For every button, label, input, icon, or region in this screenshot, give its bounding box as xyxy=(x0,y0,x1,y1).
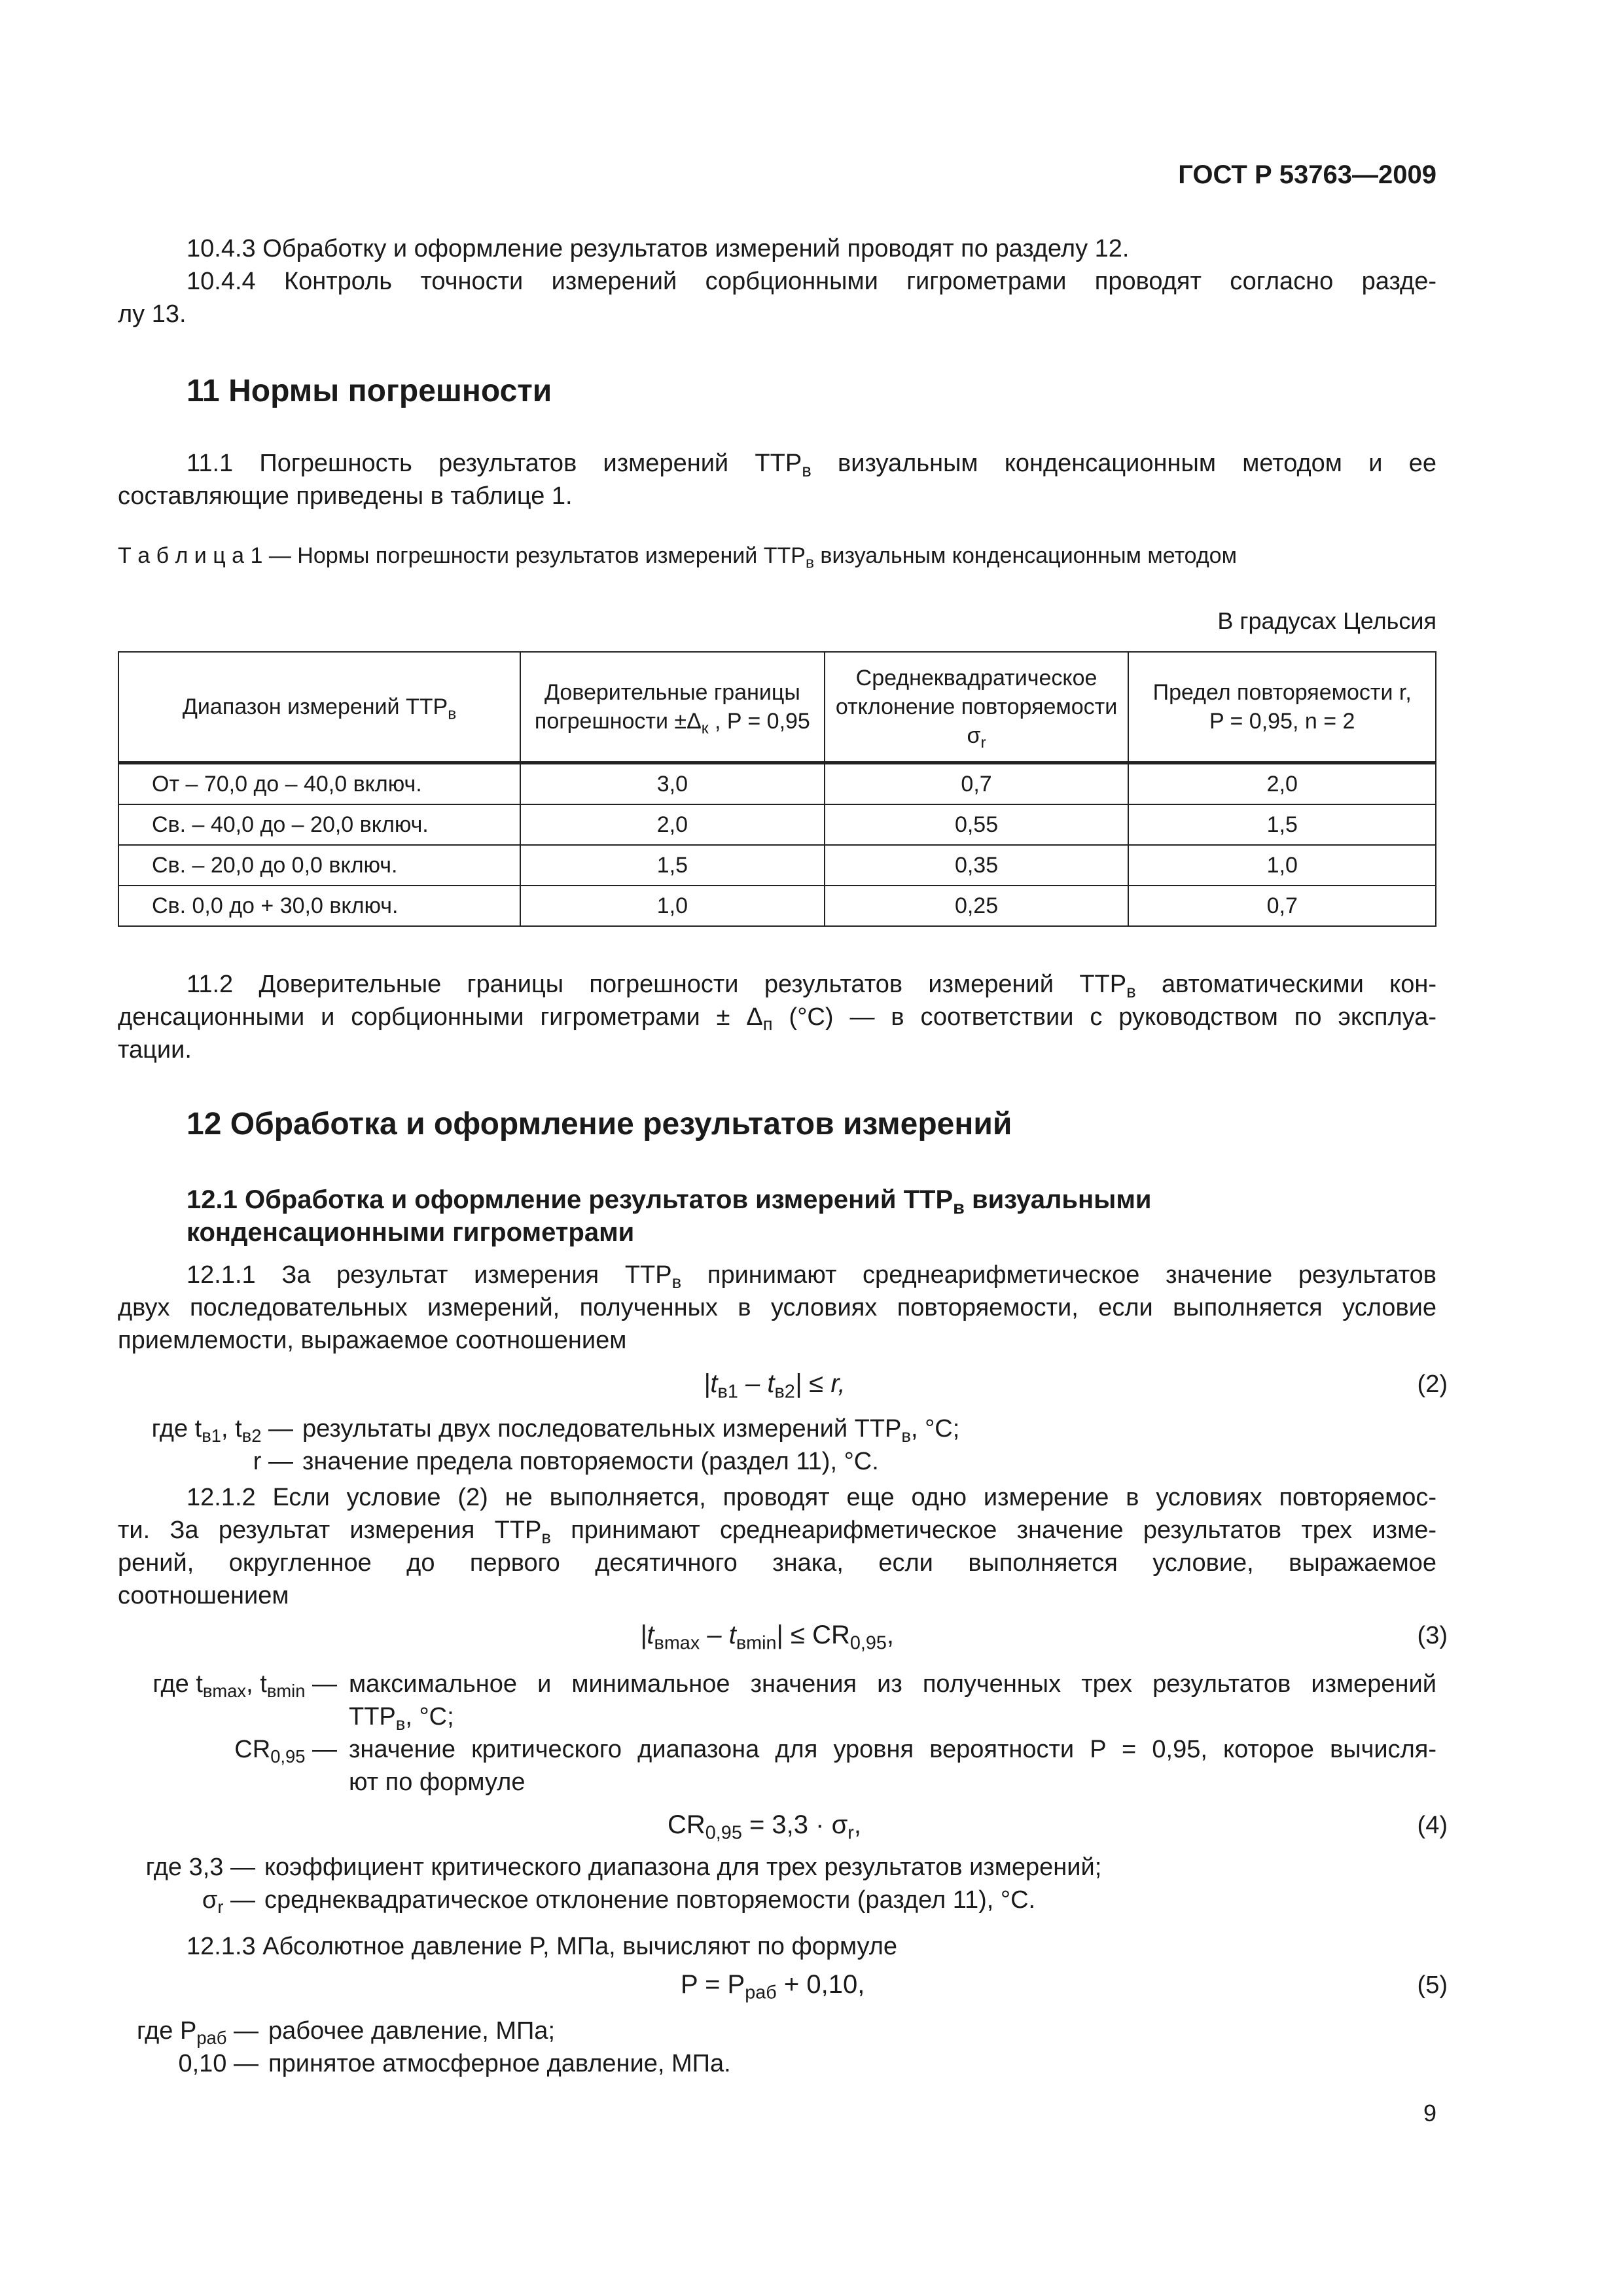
paragraph-12-1-1-line2: двух последовательных измерений, полученных в условиях повторяемости, если выполняется условие xyxy=(118,1294,1436,1321)
definition-label: $\sigma_r$ — xyxy=(202,1886,255,1918)
definition-label: $CR_{0,95}$ — xyxy=(234,1736,337,1767)
table-cell: 1,5 xyxy=(1128,804,1436,845)
definition-label: 0,10 — xyxy=(178,2050,259,2077)
table-row xyxy=(118,763,1436,805)
table-cell: Св. – 40,0 до – 20,0 включ. xyxy=(118,804,520,845)
table-cell: 0,55 xyxy=(825,804,1129,845)
paragraph-11-2-line1: 11.2 Доверительные границы погрешности результатов измерений $ТТР_в$ автоматическими кон- xyxy=(187,971,1436,1002)
paragraph-10-4-3: 10.4.3 Обработку и оформление результатов измерений проводят по разделу 12. xyxy=(187,235,1130,262)
page-number: 9 xyxy=(1423,2100,1436,2126)
equation-2: $|t_{в1} - t_{в2}| \le r$, xyxy=(704,1369,846,1403)
equation-4: $CR_{0,95} = 3,3 \cdot \sigma_r$, xyxy=(668,1810,861,1844)
equation-5-number: (5) xyxy=(1417,1971,1448,1999)
table-cell: 1,0 xyxy=(520,886,825,926)
table-cell: 0,7 xyxy=(1128,886,1436,926)
table-1 xyxy=(118,651,1436,927)
table-cell: Св. – 20,0 до 0,0 включ. xyxy=(118,845,520,886)
definition-label: r — xyxy=(253,1448,293,1475)
table-row xyxy=(118,804,1436,845)
table-cell: 0,35 xyxy=(825,845,1129,886)
table-header-repeatability-limit: Предел повторяемости r, P = 0,95, n = 2 xyxy=(1128,652,1436,763)
definition-label: где $t_{в1}$, $t_{в2}$ — xyxy=(151,1415,293,1446)
definition-label: где 3,3 — xyxy=(145,1854,255,1881)
paragraph-12-1-2-line4: соотношением xyxy=(118,1582,289,1609)
definition-label: где $P_{раб}$ — xyxy=(136,2017,259,2049)
equation-4-number: (4) xyxy=(1417,1812,1448,1839)
table-cell: 0,7 xyxy=(825,763,1129,805)
document-header: ГОСТ Р 53763—2009 xyxy=(1178,160,1436,189)
paragraph-12-1-3: 12.1.3 Абсолютное давление P, МПа, вычисляют по формуле xyxy=(187,1933,898,1960)
paragraph-11-1-line1: 11.1 Погрешность результатов измерений $ТТР_в$ визуальным конденсационным методом и ее xyxy=(187,450,1436,481)
table-cell: 2,0 xyxy=(1128,763,1436,805)
table-cell: 3,0 xyxy=(520,763,825,805)
table-cell: 1,0 xyxy=(1128,845,1436,886)
definition-text: результаты двух последовательных измерений $ТТР_в$, °С; xyxy=(302,1415,960,1446)
definition-text: значение предела повторяемости (раздел 11), °С. xyxy=(302,1448,879,1475)
definition-text: принятое атмосферное давление, МПа. xyxy=(268,2050,731,2077)
table-caption: Т а б л и ц а 1 — Нормы погрешности результатов измерений $ТТР_в$ визуальным конденсационным методом xyxy=(118,543,1237,572)
definition-label: где $t_{вmax}$, $t_{вmin}$ — xyxy=(152,1670,337,1702)
definition-text-continued: $ТТР_в$, °С; xyxy=(349,1703,454,1734)
definition-text: среднеквадратическое отклонение повторяемости (раздел 11), °С. xyxy=(264,1886,1036,1914)
paragraph-12-1-2-line3: рений, округленное до первого десятичного знака, если выполняется условие, выражаемое xyxy=(118,1549,1436,1577)
section-12-1-title-line1: 12.1 Обработка и оформление результатов измерений $ТТР_в$ визуальными xyxy=(187,1185,1152,1219)
definition-text: коэффициент критического диапазона для трех результатов измерений; xyxy=(264,1854,1102,1881)
equation-3-number: (3) xyxy=(1417,1622,1448,1649)
table-units: В градусах Цельсия xyxy=(1217,607,1436,634)
table-row xyxy=(118,886,1436,926)
paragraph-10-4-4-line1: 10.4.4 Контроль точности измерений сорбционными гигрометрами проводят согласно разде- xyxy=(187,268,1436,295)
equation-3: $|t_{вmax} - t_{вmin}| \le CR_{0,95}$, xyxy=(640,1621,895,1654)
table-header-confidence: Доверительные границы погрешности $\pm\Delta_к$ , P = 0,95 xyxy=(520,652,825,763)
paragraph-10-4-4-line2: лу 13. xyxy=(118,300,187,328)
paragraph-11-2-line2: денсационными и сорбционными гигрометрами ± $\Delta_п$ (°С) — в соответствии с руководством по эксплуа- xyxy=(118,1003,1436,1035)
table-cell: От – 70,0 до – 40,0 включ. xyxy=(118,763,520,805)
table-cell: 0,25 xyxy=(825,886,1129,926)
paragraph-11-2-line3: тации. xyxy=(118,1036,192,1064)
paragraph-12-1-2-line1: 12.1.2 Если условие (2) не выполняется, проводят еще одно измерение в условиях повторяемос- xyxy=(187,1484,1436,1511)
paragraph-12-1-1-line3: приемлемости, выражаемое соотношением xyxy=(118,1327,627,1354)
table-cell: 1,5 xyxy=(520,845,825,886)
definition-text-continued: ют по формуле xyxy=(349,1768,526,1796)
definition-text: значение критического диапазона для уровня вероятности P = 0,95, которое вычисля- xyxy=(349,1736,1436,1763)
table-cell: 2,0 xyxy=(520,804,825,845)
equation-5: $P = P_{раб} + 0,10$, xyxy=(681,1970,865,2003)
section-11-title: 11 Нормы погрешности xyxy=(187,374,552,408)
table-header-std-deviation: Среднеквадратическое отклонение повторяемости $\sigma_r$ xyxy=(825,652,1129,763)
equation-2-number: (2) xyxy=(1417,1371,1448,1398)
table-header-range: Диапазон измерений $ТТР_в$ xyxy=(118,652,520,763)
table-row xyxy=(118,845,1436,886)
table-cell: Св. 0,0 до + 30,0 включ. xyxy=(118,886,520,926)
definition-text: рабочее давление, МПа; xyxy=(268,2017,556,2045)
section-12-1-title-line2: конденсационными гигрометрами xyxy=(187,1218,635,1247)
paragraph-12-1-2-line2: ти. За результат измерения $ТТР_в$ принимают среднеарифметическое значение результатов трех изме- xyxy=(118,1516,1436,1548)
paragraph-11-1-line2: составляющие приведены в таблице 1. xyxy=(118,482,573,510)
section-12-title: 12 Обработка и оформление результатов измерений xyxy=(187,1107,1012,1141)
paragraph-12-1-1-line1: 12.1.1 За результат измерения $ТТР_в$ принимают среднеарифметическое значение результатов xyxy=(187,1261,1436,1293)
definition-text: максимальное и минимальное значения из полученных трех результатов измерений xyxy=(349,1670,1436,1698)
